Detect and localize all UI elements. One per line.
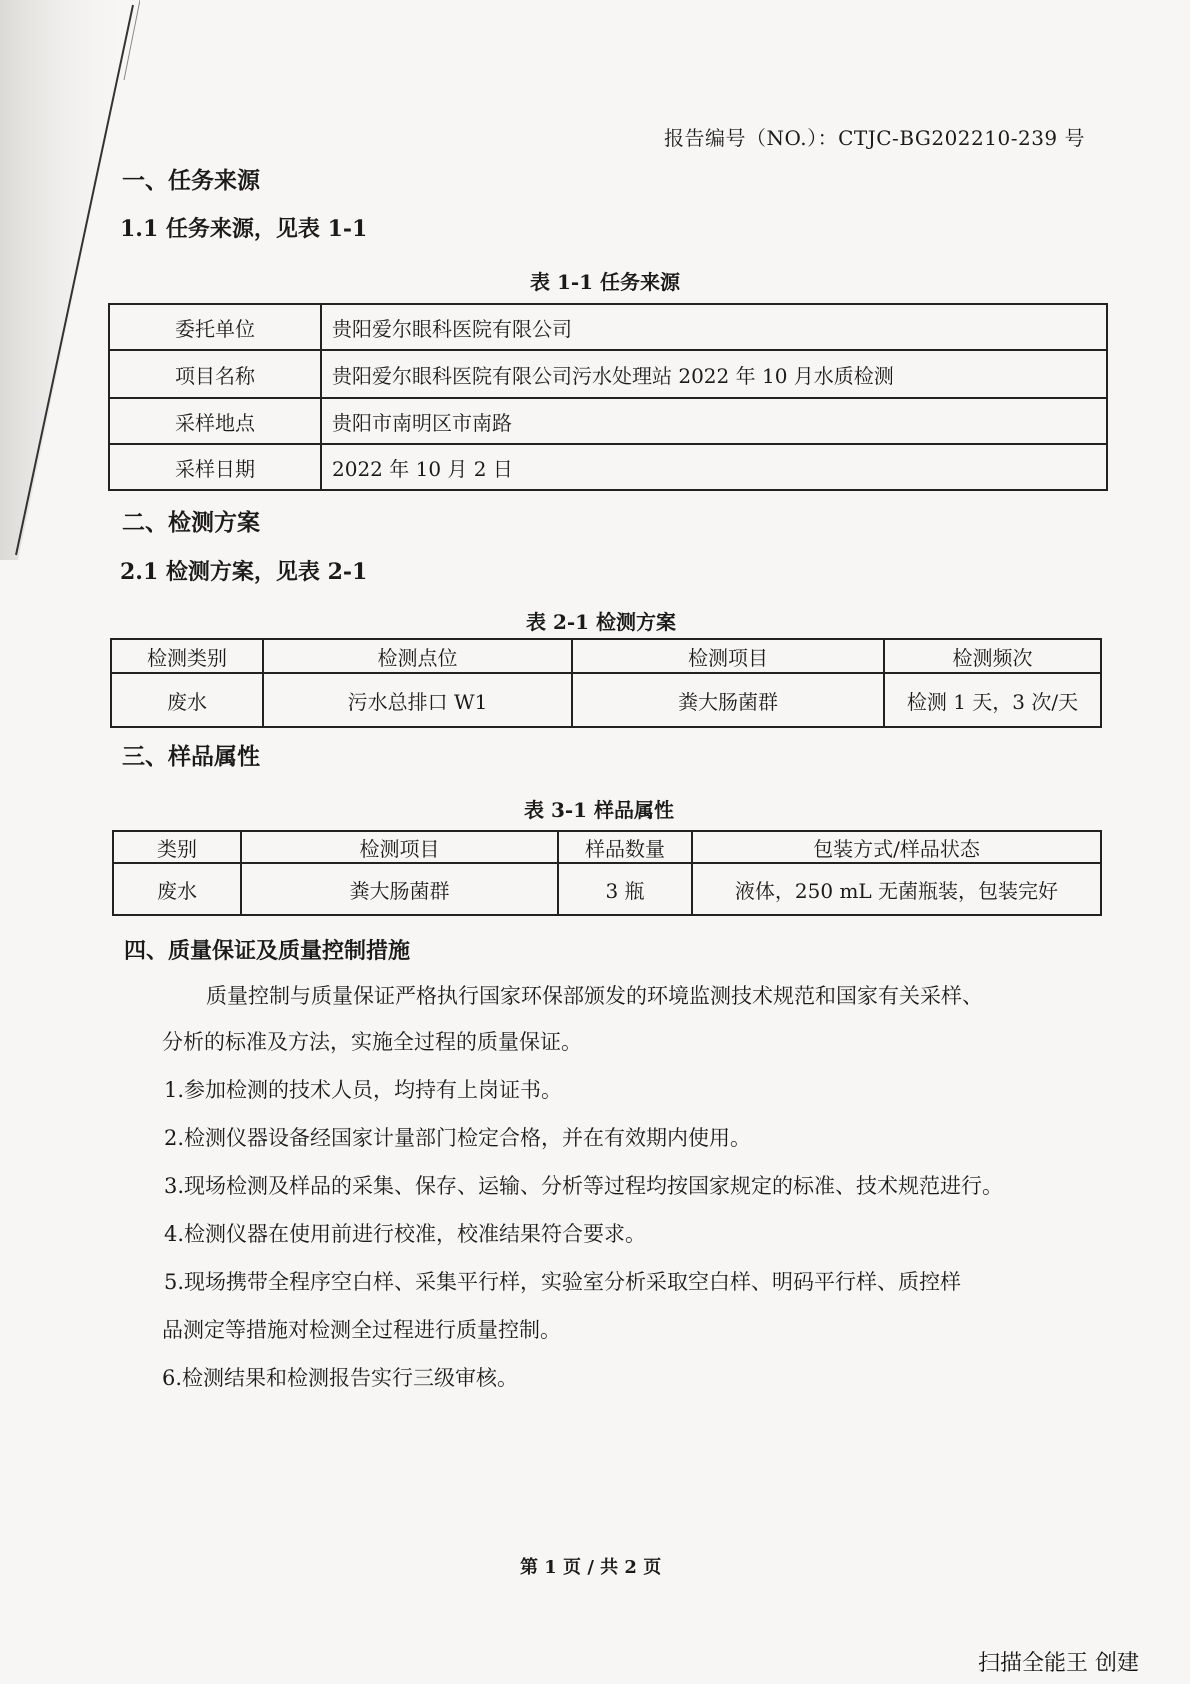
table-header-row [111, 639, 1101, 673]
table-cell: 检测 1 天，3 次/天 [884, 673, 1101, 727]
qa-item-3: 3.现场检测及样品的采集、保存、运输、分析等过程均按国家规定的标准、技术规范进行。 [164, 1174, 1004, 1198]
table-row [109, 350, 1107, 398]
section-1-heading: 一、任务来源 [122, 167, 260, 194]
table-header-cell: 检测类别 [111, 639, 263, 673]
section-3-heading: 三、样品属性 [122, 743, 260, 770]
table-cell: 粪大肠菌群 [572, 673, 884, 727]
table-header-cell: 检测点位 [263, 639, 572, 673]
table-header-cell: 类别 [113, 831, 241, 863]
table-row [111, 673, 1101, 727]
table-header-cell: 检测频次 [884, 639, 1101, 673]
table-cell: 污水总排口 W1 [263, 673, 572, 727]
table-cell: 粪大肠菌群 [241, 863, 558, 915]
table-cell: 3 瓶 [558, 863, 692, 915]
table-header-cell: 检测项目 [572, 639, 884, 673]
table-cell: 采样地点 [109, 398, 321, 444]
section-2-1-subheading: 2.1 检测方案，见表 2-1 [120, 559, 368, 585]
table-cell: 废水 [113, 863, 241, 915]
table-2-1-caption: 表 2-1 检测方案 [526, 610, 677, 634]
section-1-1-subheading: 1.1 任务来源，见表 1-1 [120, 216, 368, 242]
table-cell: 2022 年 10 月 2 日 [321, 444, 1107, 490]
page-number: 第 1 页 / 共 2 页 [520, 1557, 662, 1578]
table-cell: 贵阳爱尔眼科医院有限公司污水处理站 2022 年 10 月水质检测 [321, 350, 1107, 398]
table-row [109, 398, 1107, 444]
table-header-row [113, 831, 1101, 863]
table-cell: 采样日期 [109, 444, 321, 490]
qa-item-4: 4.检测仪器在使用前进行校准，校准结果符合要求。 [164, 1222, 647, 1246]
qa-item-5-line-2: 品测定等措施对检测全过程进行质量控制。 [162, 1318, 561, 1342]
table-row [109, 444, 1107, 490]
qa-item-2: 2.检测仪器设备经国家计量部门检定合格，并在有效期内使用。 [164, 1126, 752, 1150]
table-1-1-caption: 表 1-1 任务来源 [530, 270, 681, 294]
table-header-cell: 包装方式/样品状态 [692, 831, 1101, 863]
section-2-heading: 二、检测方案 [122, 509, 260, 536]
scanner-watermark: 扫描全能王 创建 [978, 1651, 1139, 1676]
section-4-heading: 四、质量保证及质量控制措施 [124, 938, 411, 964]
qa-item-5-line-1: 5.现场携带全程序空白样、采集平行样，实验室分析采取空白样、明码平行样、质控样 [164, 1270, 962, 1294]
qa-intro-line-2: 分析的标准及方法，实施全过程的质量保证。 [162, 1030, 582, 1054]
table-cell: 液体，250 mL 无菌瓶装，包装完好 [692, 863, 1101, 915]
testing-plan-table [110, 638, 1102, 728]
task-source-table [108, 303, 1108, 491]
table-header-cell: 样品数量 [558, 831, 692, 863]
table-header-cell: 检测项目 [241, 831, 558, 863]
table-row [109, 304, 1107, 350]
qa-item-6: 6.检测结果和检测报告实行三级审核。 [162, 1366, 519, 1390]
report-number: 报告编号（NO.）：CTJC-BG202210-239 号 [664, 126, 1085, 150]
table-cell: 贵阳爱尔眼科医院有限公司 [321, 304, 1107, 350]
table-cell: 委托单位 [109, 304, 321, 350]
table-row [113, 863, 1101, 915]
sample-attributes-table [112, 830, 1102, 916]
table-cell: 废水 [111, 673, 263, 727]
table-3-1-caption: 表 3-1 样品属性 [524, 798, 675, 822]
qa-item-1: 1.参加检测的技术人员，均持有上岗证书。 [164, 1078, 563, 1102]
qa-intro-line-1: 质量控制与质量保证严格执行国家环保部颁发的环境监测技术规范和国家有关采样、 [206, 984, 983, 1008]
table-cell: 贵阳市南明区市南路 [321, 398, 1107, 444]
table-cell: 项目名称 [109, 350, 321, 398]
